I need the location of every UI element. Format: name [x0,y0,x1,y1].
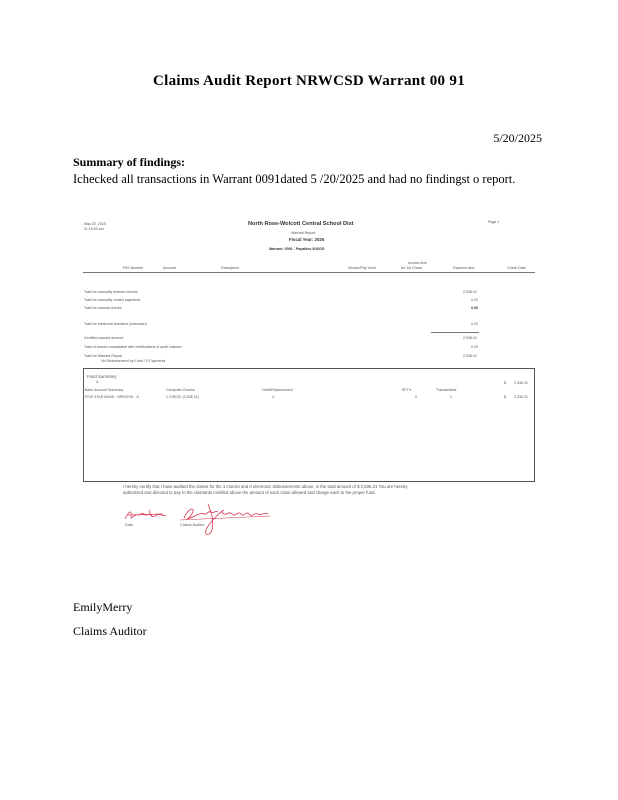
total-value-6: 0.00 [471,345,478,349]
fund-row-symbol: $ [504,395,506,399]
report-title: Claims Audit Report NRWCSD Warrant 00 91 [152,73,466,89]
report-subtitle: Warrant Report [291,231,316,235]
total-label-5: Certified warrant amount [84,336,124,340]
total-label-2: Total for manually voided payments [84,298,141,302]
total-label-3: Total for manual checks [84,306,122,310]
fund-col-epp: EFT's [402,388,412,392]
fund-summary-heading: Fund Summary [87,374,117,379]
no-disbursement-note: No Disbursement by Fund / E-Payments [101,359,166,363]
fund-row-bank: FIVE STAR BANK - NRWCSD - A [85,395,139,399]
signature-block [123,500,283,544]
report-page: Page 1 [488,220,500,224]
col-account: Account [163,266,176,270]
fund-summary-sub: A [96,380,99,384]
col-check-amount-top: Invoice Amt [408,261,427,265]
fund-row-ach: 4 [272,395,274,399]
total-label-6: Total of checks unavailable with certifications of audit claimed [84,345,182,349]
total-label-7: Total for Warrant Report [84,354,123,358]
col-check-date: Check Date [507,266,526,270]
col-check-amount-bottom: for 1st Check [401,266,423,270]
col-vendor: Vendor/Pay Vend [348,266,376,270]
fund-row-checks: 1 CHECK (2,536.31) [166,395,199,399]
summary-text: Ichecked all transactions in Warrant 0091dated 5 /20/2025 and had no findingst o report. [73,172,516,186]
auditor-signature-icon [178,500,278,540]
fund-total: 2,536.31 [514,381,528,385]
report-time-line: 11:15:53 am [84,227,104,231]
fund-total-symbol: $ [504,381,506,385]
report-date: 5/20/2025 [493,131,542,145]
total-value-4: 0.00 [471,322,478,326]
fund-col-trans: Transactions [436,388,457,392]
report-date-line: May 20, 2025 [84,222,106,226]
report-warrant-line: Warrant: 0091 - Payables 5/20/25 [269,247,325,251]
sig-date-label: Date [125,523,134,527]
col-pay-number: PAY Number [123,266,144,270]
total-value-2: 0.00 [471,298,478,302]
report-district: North Rose-Wolcott Central School Dist [248,221,354,227]
total-value-3: 0.00 [471,306,478,310]
auditor-name: EmilyMerry [73,600,133,614]
subtotal-rule [431,332,479,333]
sig-auditor-label: Claims Auditor [180,523,205,527]
total-label-4: Total for electronic transfers (wires/ach) [84,322,147,326]
total-label-1: Total for manually entered checks [84,290,138,294]
certification-text: I hereby certify that I have audited the claims for the 1 checks and 0 electronic disbursements above, in the total amount of $ 2,536.31 You are hereby authorized and directed to pay to the claimants certified above the amount of each claim allowed and charge each to the proper fund. [123,484,408,495]
summary-heading: Summary of findings: [73,155,186,169]
col-description: Description [221,266,239,270]
auditor-title: Claims Auditor [73,624,147,638]
fund-col-ach: Debit/Replacement [262,388,293,392]
total-value-7: 2,536.31 [463,354,477,358]
total-value-5: 2,536.31 [463,336,477,340]
fund-summary-box [83,368,535,482]
header-rule [83,272,535,273]
fund-row-trans: 1 [450,395,452,399]
fund-row-total: 2,536.31 [514,395,528,399]
total-value-1: 2,536.31 [463,290,477,294]
fund-col-checks: Computer Checks [166,388,195,392]
fund-row-epp: 0 [415,395,417,399]
fund-col-bank: Bank Account Summary [85,388,124,392]
col-payment-amt: Payment Amt [453,266,475,270]
report-fiscal-year: Fiscal Year: 2025 [289,237,325,242]
